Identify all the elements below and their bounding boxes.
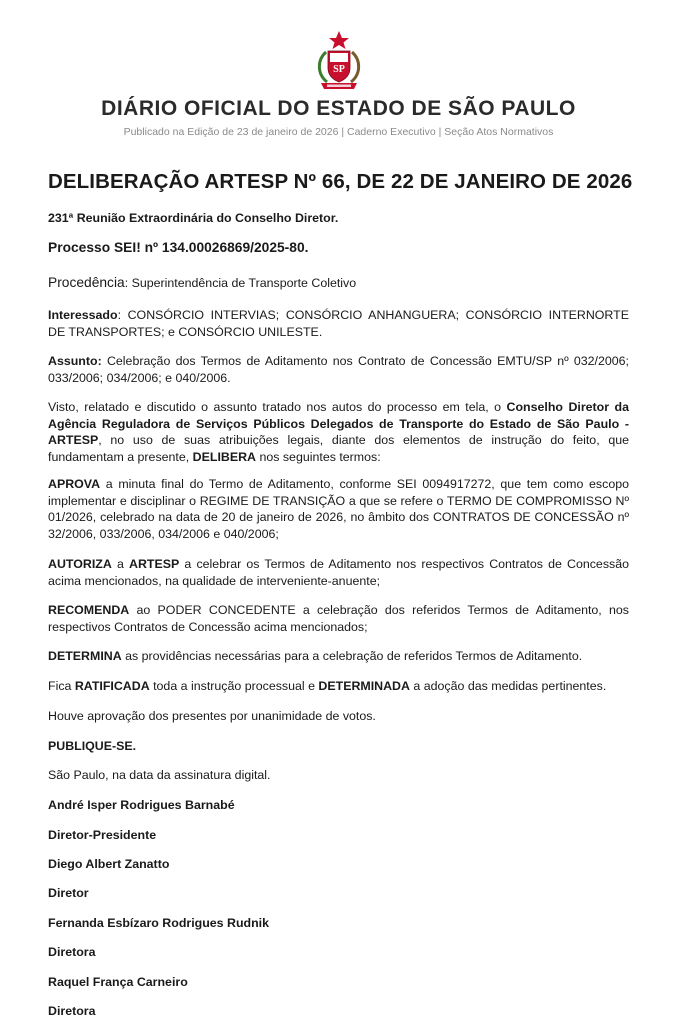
determina-label: DETERMINA [48,649,122,663]
assunto-paragraph [48,353,629,386]
autoriza-text: a celebrar os Termos de Aditamento nos respectivos Contratos de Concessão acima mencionados, na qualidade de interveniente-anuente; [48,557,629,588]
sao-paulo-coat-of-arms-icon [313,30,365,92]
fica-text-2: toda a instrução processual e [149,679,319,693]
signatory-role: Diretora [48,945,96,959]
ratificada-paragraph [48,678,629,695]
meeting-line: 231ª Reunião Extraordinária do Conselho Diretor. [48,211,339,225]
determina-text: as providências necessárias para a celebração de referidos Termos de Aditamento. [121,649,583,663]
deliberation-title: DELIBERAÇÃO ARTESP Nº 66, DE 22 DE JANEIRO DE 2026 [48,170,633,193]
autoriza-artesp: ARTESP [129,557,180,571]
signatory-name: Raquel França Carneiro [48,975,188,989]
recomenda-label: RECOMENDA [48,603,130,617]
procedencia-value: : Superintendência de Transporte Coletivo [124,276,357,290]
newspaper-title: DIÁRIO OFICIAL DO ESTADO DE SÃO PAULO [101,97,576,120]
publique-se: PUBLIQUE-SE. [48,739,137,753]
aprova-text: a minuta final do Termo de Aditamento, conforme SEI 0094917272, que tem como escopo implementar e disciplinar o REGIME DE TRANSIÇÃO a que se refere o TERMO DE COMPROMISSO Nº 01/2026, celebrado na data de 20 de janeiro de 2026, no âmbito dos CONTRATOS DE CONCESSÃO nº 32/2006, 033/2006, 034/2006 e 040/2006; [48,477,629,541]
signatory-name: André Isper Rodrigues Barnabé [48,798,235,812]
signatory-role: Diretor-Presidente [48,828,157,842]
autoriza-paragraph [48,556,629,589]
aprova-paragraph [48,476,629,542]
determina-paragraph [48,648,629,665]
assunto-label: Assunto: [48,354,102,368]
visto-text-2: , no uso de suas atribuições legais, diante dos elementos de instrução do feito, que fundamentam a presente, [48,433,629,464]
visto-bold-agency: Conselho Diretor da Agência Reguladora de Serviços Públicos Delegados de Transporte do Estado de São Paulo - ARTESP [48,400,629,447]
procedencia-label: Procedência [48,275,125,290]
aprova-label: APROVA [48,477,101,491]
recomenda-paragraph [48,602,629,635]
place-and-date: São Paulo, na data da assinatura digital. [48,768,271,782]
ratificada-label: RATIFICADA [74,679,150,693]
edition-info: Publicado na Edição de 23 de janeiro de 2026 | Caderno Executivo | Seção Atos Normativos [123,126,554,138]
determinada-label: DETERMINADA [318,679,410,693]
svg-text:SP: SP [332,64,345,75]
masthead [48,0,629,139]
visto-paragraph [48,399,629,465]
signatory-role: Diretor [48,886,89,900]
visto-text-1: Visto, relatado e discutido o assunto tratado nos autos do processo em tela, o [48,400,507,414]
visto-bold-delibera: DELIBERA [192,449,256,464]
interessado-value: : CONSÓRCIO INTERVIAS; CONSÓRCIO ANHANGUERA; CONSÓRCIO INTERNORTE DE TRANSPORTES; e CONSÓRCIO UNILESTE. [48,308,629,339]
interessado-paragraph [48,307,629,340]
procedencia-paragraph [48,275,629,292]
aprovacao-paragraph: Houve aprovação dos presentes por unanimidade de votos. [48,709,376,723]
signatory-name: Fernanda Esbízaro Rodrigues Rudnik [48,916,269,930]
signatory-name: Diego Albert Zanatto [48,857,170,871]
fica-text-1: Fica [48,679,75,693]
process-number: Processo SEI! nº 134.00026869/2025-80. [48,240,309,255]
visto-text-3: nos seguintes termos: [256,449,381,464]
interessado-label: Interessado [48,308,118,322]
autoriza-mid: a [111,557,129,571]
recomenda-text: ao PODER CONCEDENTE a celebração dos referidos Termos de Aditamento, nos respectivos Contratos de Concessão acima mencionados; [48,603,629,634]
assunto-value: Celebração dos Termos de Aditamento nos Contrato de Concessão EMTU/SP nº 032/2006; 033/2006; 034/2006; e 040/2006. [48,354,629,385]
autoriza-label: AUTORIZA [48,557,112,571]
fica-text-3: a adoção das medidas pertinentes. [409,679,607,693]
signatory-role: Diretora [48,1004,96,1018]
